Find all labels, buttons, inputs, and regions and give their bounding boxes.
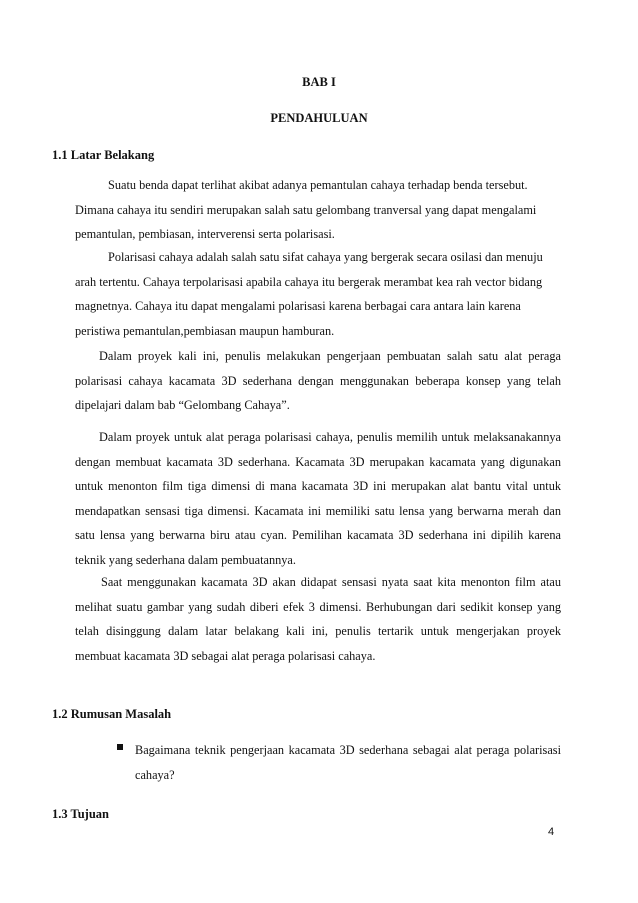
chapter-title: BAB I — [302, 75, 336, 89]
square-bullet-icon — [117, 744, 123, 750]
heading-rumusan-masalah: 1.2 Rumusan Masalah — [52, 707, 172, 721]
chapter-subtitle: PENDAHULUAN — [270, 111, 368, 125]
paragraph-3: Dalam proyek kali ini, penulis melakukan pengerjaan pembuatan salah satu alat peraga polarisasi cahaya kacamata 3D sederhana dengan menggunakan beberapa konsep yang telah dipelajari dalam bab “Gelombang Cahaya”. — [75, 349, 561, 412]
heading-latar-belakang: 1.1 Latar Belakang — [52, 148, 155, 162]
bullet-text: Bagaimana teknik pengerjaan kacamata 3D sederhana sebagai alat peraga polarisasi cahaya? — [135, 743, 561, 782]
page-number: 4 — [548, 826, 555, 838]
paragraph-5: Saat menggunakan kacamata 3D akan didapat sensasi nyata saat kita menonton film atau melihat suatu gambar yang sudah diberi efek 3 dimensi. Berhubungan dari sedikit konsep yang telah disinggung dalam latar belakang kali ini, penulis tertarik untuk mengerjakan proyek membuat kacamata 3D sebagai alat peraga polarisasi cahaya. — [75, 575, 561, 663]
heading-tujuan: 1.3 Tujuan — [52, 807, 109, 821]
paragraph-4: Dalam proyek untuk alat peraga polarisasi cahaya, penulis memilih untuk melaksanakannya dengan membuat kacamata 3D sederhana. Kacamata 3D merupakan kacamata yang digunakan untuk menonton film tiga dimensi di mana kacamata 3D ini merupakan alat bantu vital untuk mendapatkan sensasi tiga dimensi. Kacamata ini memiliki satu lensa yang berwarna merah dan satu lensa yang berwarna biru atau cyan. Pemilihan kacamata 3D sederhana ini dipilih karena teknik yang sederhana dalam pembuatannya. — [75, 430, 561, 567]
paragraph-2: Polarisasi cahaya adalah salah satu sifat cahaya yang bergerak secara osilasi dan menuju arah tertentu. Cahaya terpolarisasi apabila cahaya itu bergerak merambat kea rah vector bidang magnetnya. Cahaya itu dapat mengalami polarisasi karena berbagai cara antara lain karena peristiwa pemantulan,pembiasan maupun hamburan. — [75, 250, 543, 338]
paragraph-1: Suatu benda dapat terlihat akibat adanya pemantulan cahaya terhadap benda tersebut. Dimana cahaya itu sendiri merupakan salah satu gelombang tranversal yang dapat mengalami pemantulan, pembiasan, interverensi serta polarisasi. — [75, 178, 537, 241]
